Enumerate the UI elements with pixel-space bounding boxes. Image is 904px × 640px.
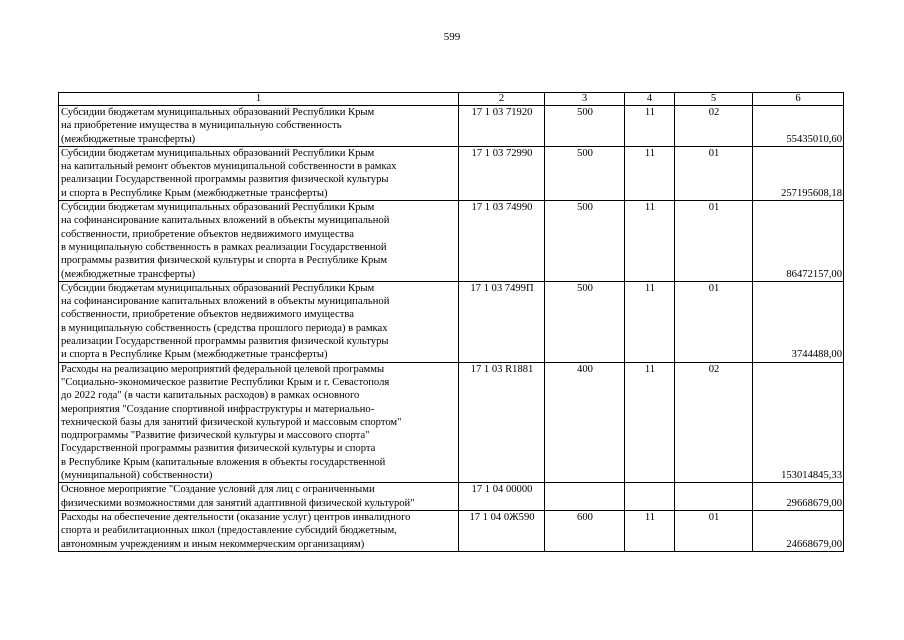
row-col-4: 11 bbox=[625, 106, 675, 147]
row-col-3: 500 bbox=[545, 146, 625, 200]
table-row bbox=[59, 281, 844, 362]
row-code: 17 1 03 72990 bbox=[459, 146, 545, 200]
row-code: 17 1 04 00000 bbox=[459, 483, 545, 511]
row-description: Основное мероприятие "Создание условий для лиц с ограниченными физическими возможностями для занятий адаптивной физической культурой" bbox=[59, 483, 459, 511]
row-col-5: 01 bbox=[675, 281, 753, 362]
row-code: 17 1 03 71920 bbox=[459, 106, 545, 147]
table-header-row bbox=[59, 93, 844, 106]
row-amount: 3744488,00 bbox=[753, 281, 844, 362]
row-col-4: 11 bbox=[625, 146, 675, 200]
row-col-4 bbox=[625, 483, 675, 511]
page-number: 599 bbox=[443, 31, 461, 43]
row-amount: 24668679,00 bbox=[753, 510, 844, 551]
row-col-5: 02 bbox=[675, 362, 753, 483]
row-col-5: 01 bbox=[675, 510, 753, 551]
row-col-3: 600 bbox=[545, 510, 625, 551]
row-col-5: 01 bbox=[675, 146, 753, 200]
row-amount: 257195608,18 bbox=[753, 146, 844, 200]
row-col-4: 11 bbox=[625, 281, 675, 362]
row-col-4: 11 bbox=[625, 201, 675, 282]
row-col-3: 400 bbox=[545, 362, 625, 483]
row-code: 17 1 03 74990 bbox=[459, 201, 545, 282]
row-col-3: 500 bbox=[545, 106, 625, 147]
row-code: 17 1 03 7499П bbox=[459, 281, 545, 362]
header-col-4: 4 bbox=[625, 93, 675, 106]
table-row bbox=[59, 483, 844, 511]
table-row bbox=[59, 106, 844, 147]
header-col-2: 2 bbox=[459, 93, 545, 106]
row-amount: 153014845,33 bbox=[753, 362, 844, 483]
header-col-6: 6 bbox=[753, 93, 844, 106]
row-description: Субсидии бюджетам муниципальных образований Республики Крым на капитальный ремонт объектов муниципальной собственности в рамках реализации Государственной программы развития физической культуры и спорта в Республике Крым (межбюджетные трансферты) bbox=[59, 146, 459, 200]
table-row bbox=[59, 510, 844, 551]
row-col-3: 500 bbox=[545, 281, 625, 362]
row-amount: 86472157,00 bbox=[753, 201, 844, 282]
table-row bbox=[59, 201, 844, 282]
row-description: Субсидии бюджетам муниципальных образований Республики Крым на софинансирование капитальных вложений в объекты муниципальной собственности, приобретение объектов недвижимого имущества в муниципальную собственность в рамках реализации Государственной программы развития физической культуры и спорта в Республике Крым (межбюджетные трансферты) bbox=[59, 201, 459, 282]
row-code: 17 1 04 0Ж590 bbox=[459, 510, 545, 551]
row-col-3 bbox=[545, 483, 625, 511]
row-description: Субсидии бюджетам муниципальных образований Республики Крым на софинансирование капитальных вложений в объекты муниципальной собственности, приобретение объектов недвижимого имущества в муниципальную собственность (средства прошлого периода) в рамках реализации Государственной программы развития физической культуры и спорта в Республике Крым (межбюджетные трансферты) bbox=[59, 281, 459, 362]
row-col-5 bbox=[675, 483, 753, 511]
budget-table bbox=[58, 92, 844, 552]
header-col-1: 1 bbox=[59, 93, 459, 106]
row-col-4: 11 bbox=[625, 362, 675, 483]
row-description: Расходы на реализацию мероприятий федеральной целевой программы "Социально-экономическое развитие Республики Крым и г. Севастополя до 2022 года" (в части капитальных расходов) в рамках основного мероприятия "Создание спортивной инфраструктуры и материально- технической базы для занятий физической культурой и массовым спортом" подпрограммы "Развитие физической культуры и массового спорта" Государственной программы развития физической культуры и спорта в Республике Крым (капитальные вложения в объекты государственной (муниципальной) собственности) bbox=[59, 362, 459, 483]
row-col-3: 500 bbox=[545, 201, 625, 282]
row-col-5: 01 bbox=[675, 201, 753, 282]
row-code: 17 1 03 R1881 bbox=[459, 362, 545, 483]
table-row bbox=[59, 362, 844, 483]
row-description: Расходы на обеспечение деятельности (оказание услуг) центров инвалидного спорта и реабилитационных школ (предоставление субсидий бюджетным, автономным учреждениям и иным некоммерческим организациям) bbox=[59, 510, 459, 551]
table-row bbox=[59, 146, 844, 200]
row-col-4: 11 bbox=[625, 510, 675, 551]
row-amount: 55435010,60 bbox=[753, 106, 844, 147]
row-amount: 29668679,00 bbox=[753, 483, 844, 511]
header-col-3: 3 bbox=[545, 93, 625, 106]
row-description: Субсидии бюджетам муниципальных образований Республики Крым на приобретение имущества в муниципальную собственность (межбюджетные трансферты) bbox=[59, 106, 459, 147]
row-col-5: 02 bbox=[675, 106, 753, 147]
header-col-5: 5 bbox=[675, 93, 753, 106]
